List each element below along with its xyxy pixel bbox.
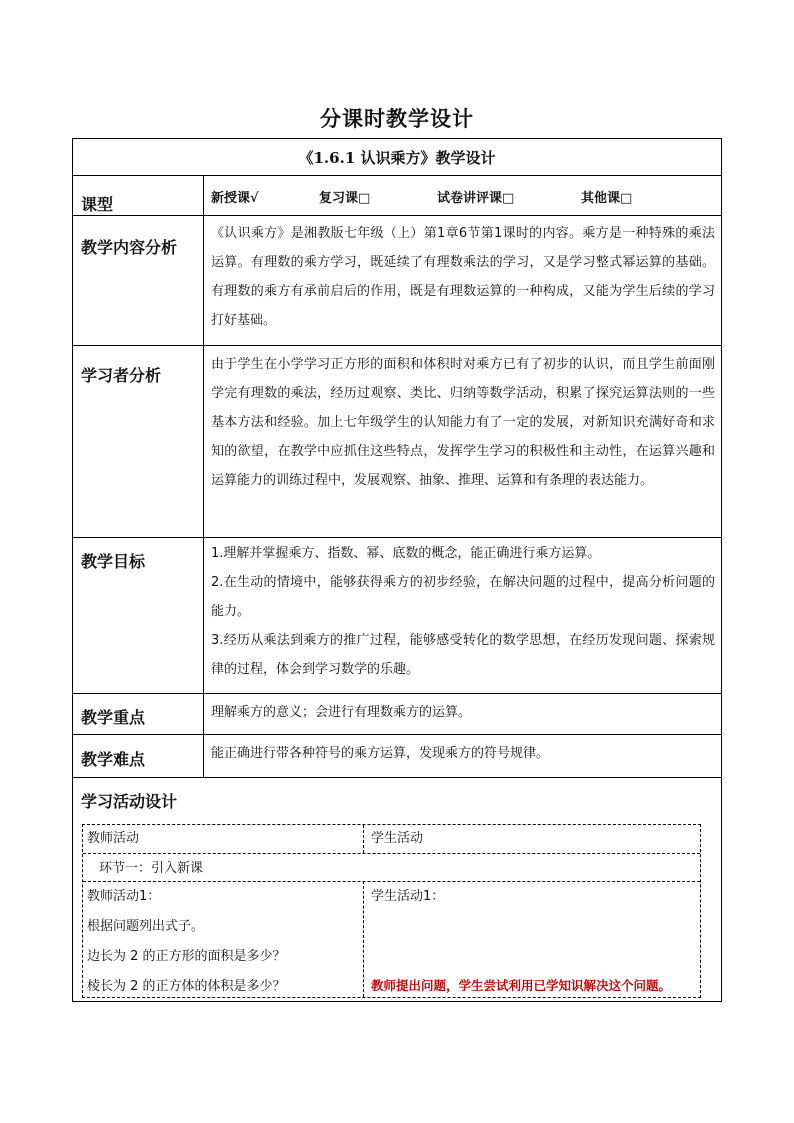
student-activity-title: 学生活动1：: [371, 889, 445, 904]
objectives-list: [211, 539, 715, 684]
inner-divider: [83, 853, 700, 854]
lesson-type-label: 课型: [81, 195, 114, 214]
teacher-activity-line: 边长为 2 的正方形的面积是多少？: [87, 949, 286, 964]
divider: [73, 777, 721, 778]
objectives-label: 教学目标: [81, 552, 146, 571]
divider: [73, 693, 721, 694]
activity-table: [82, 824, 701, 998]
lesson-type-review: 复习课□: [319, 191, 371, 206]
objective-item: 3.经历从乘法到乘方的推广过程，能够感受转化的数学思想，在经历发现问题、探索规律的过程，体会到学习数学的乐趣。: [211, 633, 715, 677]
content-analysis-text: 《认识乘方》是湘教版七年级（上）第1章6节第1课时的内容。乘方是一种特殊的乘法运算。有理数的乘方学习，既延续了有理数乘法的学习，又是学习整式幂运算的基础。有理数的乘方有承前启后的作用，既是有理数运算的一种构成，又能为学生后续的学习打好基础。: [211, 226, 715, 328]
inner-divider: [363, 881, 364, 997]
learner-analysis-text: 由于学生在小学学习正方形的面积和体积时对乘方已有了初步的认识，而且学生前面刚学完有理数的乘法，经历过观察、类比、归纳等数学活动，积累了探究运算法则的一些基本方法和经验。加上七年级学生的认知能力有了一定的发展，对新知识充满好奇和求知的欲望，在教学中应抓住这些特点，发挥学生学习的积极性和主动性，在运算兴趣和运算能力的训练过程中，发展观察、抽象、推理、运算和有条理的表达能力。: [211, 357, 715, 488]
learner-analysis-label: 学习者分析: [81, 366, 162, 385]
key-points-label: 教学重点: [81, 708, 146, 727]
student-activity-header: 学生活动: [371, 831, 424, 846]
objective-item: 2.在生动的情境中，能够获得乘方的初步经验，在解决问题的过程中，提高分析问题的能力。: [211, 575, 715, 619]
teacher-activity-line: 根据问题列出式子。: [87, 919, 205, 934]
divider: [73, 537, 721, 538]
lesson-type-exam-review: 试卷讲评课□: [437, 191, 515, 206]
divider: [73, 345, 721, 346]
student-activity-note: 教师提出问题，学生尝试利用已学知识解决这个问题。: [371, 978, 672, 993]
objective-item: 1.理解并掌握乘方、指数、幂、底数的概念，能正确进行乘方运算。: [211, 546, 601, 561]
activity-design-label: 学习活动设计: [81, 792, 178, 811]
key-points-text: 理解乘方的意义；会进行有理数乘方的运算。: [211, 705, 472, 720]
divider: [73, 215, 721, 216]
teacher-activity-line: 棱长为 2 的正方体的体积是多少？: [87, 979, 286, 994]
inner-divider: [363, 825, 364, 853]
difficulties-label: 教学难点: [81, 750, 146, 769]
lesson-type-new: 新授课√: [211, 191, 259, 206]
lesson-title: 《1.6.1 认识乘方》教学设计: [298, 149, 496, 167]
page-title: 分课时教学设计: [320, 106, 474, 131]
teacher-activity-title: 教师活动1：: [87, 889, 161, 904]
teacher-activity-header: 教师活动: [87, 831, 140, 846]
lesson-design-table: [72, 138, 722, 1002]
inner-divider: [83, 881, 700, 882]
difficulties-text: 能正确进行带各种符号的乘方运算，发现乘方的符号规律。: [211, 746, 550, 761]
content-analysis-label: 教学内容分析: [81, 238, 178, 257]
lesson-type-other: 其他课□: [581, 191, 633, 206]
divider: [73, 734, 721, 735]
section-title: 环节一：引入新课: [99, 861, 204, 876]
divider: [73, 175, 721, 176]
column-divider: [203, 175, 204, 777]
